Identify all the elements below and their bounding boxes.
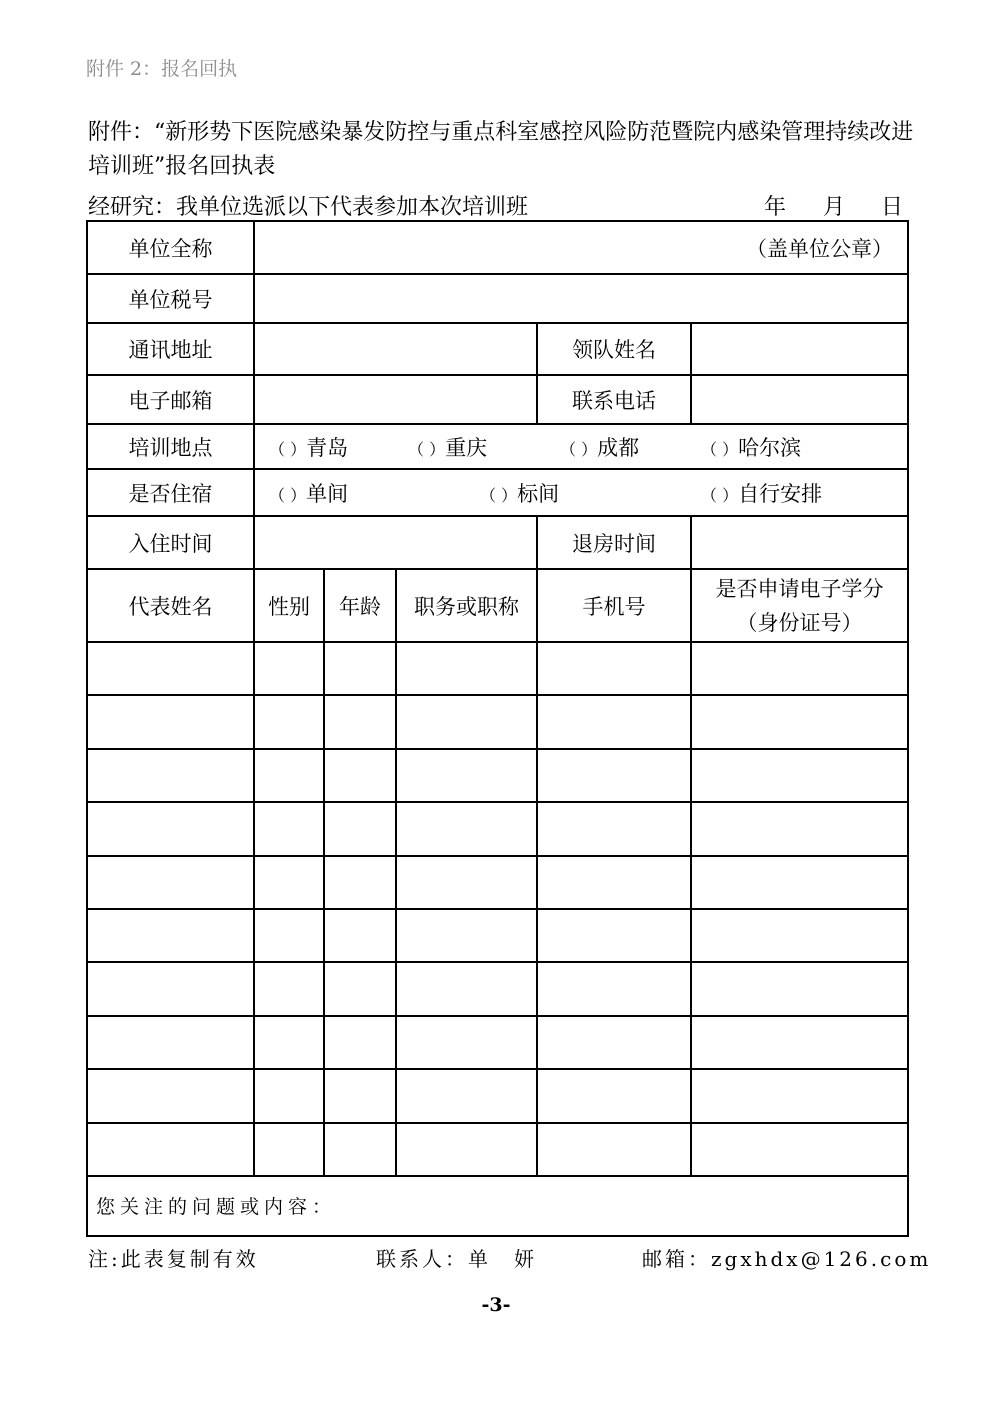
rep-credit-cell[interactable]	[691, 909, 908, 962]
rep-age-cell[interactable]	[324, 1069, 396, 1122]
rep-gender-cell[interactable]	[254, 802, 324, 855]
accommodation-options	[254, 469, 908, 516]
date-year-label: 年	[764, 195, 787, 220]
table-row	[87, 856, 908, 909]
table-row	[87, 642, 908, 695]
rep-credit-cell[interactable]	[691, 1069, 908, 1122]
col-header-gender: 性别	[254, 569, 324, 642]
phone-field[interactable]	[691, 375, 908, 424]
leader-name-label: 领队姓名	[537, 323, 691, 375]
table-row	[87, 802, 908, 855]
attachment-label: 附件 2：报名回执	[86, 58, 238, 80]
checkbox-bracket: （ ）	[480, 485, 518, 505]
training-location-label: 培训地点	[87, 424, 254, 469]
accommodation-option-label: 标间	[517, 481, 560, 506]
rep-name-cell[interactable]	[87, 642, 254, 695]
checkout-time-field[interactable]	[691, 516, 908, 569]
rep-credit-cell[interactable]	[691, 642, 908, 695]
rep-age-cell[interactable]	[324, 1016, 396, 1069]
table-row	[87, 1016, 908, 1069]
page-number: -3-	[481, 1294, 511, 1316]
rep-gender-cell[interactable]	[254, 909, 324, 962]
rep-gender-cell[interactable]	[254, 749, 324, 802]
rep-mobile-cell[interactable]	[537, 749, 691, 802]
rep-name-cell[interactable]	[87, 695, 254, 748]
rep-gender-cell[interactable]	[254, 962, 324, 1015]
rep-name-cell[interactable]	[87, 749, 254, 802]
rep-mobile-cell[interactable]	[537, 1069, 691, 1122]
location-option-harbin[interactable]	[701, 432, 801, 462]
rep-age-cell[interactable]	[324, 802, 396, 855]
rep-age-cell[interactable]	[324, 749, 396, 802]
date-month-label: 月	[823, 195, 846, 220]
rep-gender-cell[interactable]	[254, 1123, 324, 1176]
rep-name-cell[interactable]	[87, 1069, 254, 1122]
accommodation-option-label: 自行安排	[738, 481, 823, 506]
accommodation-label: 是否住宿	[87, 469, 254, 516]
rep-title-cell[interactable]	[396, 1069, 537, 1122]
representative-rows	[87, 642, 908, 1176]
col-header-credit	[691, 569, 908, 642]
location-option-label: 青岛	[306, 435, 349, 460]
accommodation-option-self[interactable]	[701, 478, 822, 508]
rep-title-cell[interactable]	[396, 962, 537, 1015]
checkbox-bracket: （ ）	[269, 485, 307, 505]
unit-full-name-label: 单位全称	[87, 221, 254, 274]
leader-name-field[interactable]	[691, 323, 908, 375]
rep-age-cell[interactable]	[324, 909, 396, 962]
footer-mail: 邮箱：zgxhdx@126.com	[642, 1247, 932, 1271]
rep-credit-cell[interactable]	[691, 856, 908, 909]
phone-label: 联系电话	[537, 375, 691, 424]
rep-mobile-cell[interactable]	[537, 1123, 691, 1176]
rep-age-cell[interactable]	[324, 1123, 396, 1176]
rep-mobile-cell[interactable]	[537, 909, 691, 962]
col-header-age: 年龄	[324, 569, 396, 642]
rep-name-cell[interactable]	[87, 1123, 254, 1176]
table-row	[87, 962, 908, 1015]
rep-mobile-cell[interactable]	[537, 802, 691, 855]
rep-gender-cell[interactable]	[254, 695, 324, 748]
location-option-label: 成都	[597, 435, 640, 460]
table-row	[87, 1123, 908, 1176]
email-label: 电子邮箱	[87, 375, 254, 424]
rep-mobile-cell[interactable]	[537, 695, 691, 748]
concerns-label: 您关注的问题或内容：	[96, 1196, 337, 1219]
rep-name-cell[interactable]	[87, 802, 254, 855]
col-header-mobile: 手机号	[537, 569, 691, 642]
rep-age-cell[interactable]	[324, 856, 396, 909]
rep-name-cell[interactable]	[87, 856, 254, 909]
location-option-chongqing[interactable]	[408, 432, 487, 462]
accommodation-option-standard[interactable]	[480, 478, 559, 508]
table-row	[87, 695, 908, 748]
checkbox-bracket: （ ）	[701, 485, 739, 505]
rep-credit-cell[interactable]	[691, 962, 908, 1015]
rep-name-cell[interactable]	[87, 1016, 254, 1069]
location-option-label: 哈尔滨	[738, 435, 802, 460]
table-row	[87, 749, 908, 802]
table-row	[87, 909, 908, 962]
concerns-field[interactable]	[87, 1176, 908, 1236]
rep-age-cell[interactable]	[324, 695, 396, 748]
checkin-time-field[interactable]	[254, 516, 537, 569]
location-option-chengdu[interactable]	[560, 432, 639, 462]
rep-credit-cell[interactable]	[691, 695, 908, 748]
registration-table	[86, 220, 909, 1237]
credit-header-line1: 是否申请电子学分	[715, 576, 884, 601]
form-title: 附件：“新形势下医院感染暴发防控与重点科室感控风险防范暨院内感染管理持续改进培训班”报名回执表	[88, 120, 914, 179]
checkout-time-label: 退房时间	[537, 516, 691, 569]
checkin-time-label: 入住时间	[87, 516, 254, 569]
seal-note: （盖单位公章）	[746, 236, 894, 261]
col-header-name: 代表姓名	[87, 569, 254, 642]
rep-credit-cell[interactable]	[691, 749, 908, 802]
unit-full-name-field[interactable]	[254, 221, 908, 274]
rep-name-cell[interactable]	[87, 962, 254, 1015]
rep-gender-cell[interactable]	[254, 1069, 324, 1122]
rep-mobile-cell[interactable]	[537, 856, 691, 909]
footer-note: 注:此表复制有效	[88, 1247, 259, 1271]
rep-title-cell[interactable]	[396, 695, 537, 748]
rep-title-cell[interactable]	[396, 909, 537, 962]
rep-age-cell[interactable]	[324, 642, 396, 695]
tax-id-label: 单位税号	[87, 274, 254, 323]
accommodation-option-single[interactable]	[269, 478, 348, 508]
intro-text: 经研究：我单位选派以下代表参加本次培训班	[88, 195, 529, 220]
rep-gender-cell[interactable]	[254, 1016, 324, 1069]
rep-title-cell[interactable]	[396, 749, 537, 802]
tax-id-field[interactable]	[254, 274, 908, 323]
rep-name-cell[interactable]	[87, 909, 254, 962]
rep-credit-cell[interactable]	[691, 802, 908, 855]
address-field[interactable]	[254, 323, 537, 375]
rep-title-cell[interactable]	[396, 1016, 537, 1069]
rep-title-cell[interactable]	[396, 1123, 537, 1176]
training-location-options	[254, 424, 908, 469]
rep-gender-cell[interactable]	[254, 642, 324, 695]
rep-mobile-cell[interactable]	[537, 1016, 691, 1069]
address-label: 通讯地址	[87, 323, 254, 375]
table-row	[87, 1069, 908, 1122]
checkbox-bracket: （ ）	[701, 439, 739, 459]
date-day-label: 日	[881, 195, 904, 220]
rep-credit-cell[interactable]	[691, 1016, 908, 1069]
location-option-qingdao[interactable]	[269, 432, 348, 462]
rep-credit-cell[interactable]	[691, 1123, 908, 1176]
location-option-label: 重庆	[445, 435, 488, 460]
accommodation-option-label: 单间	[306, 481, 349, 506]
rep-gender-cell[interactable]	[254, 856, 324, 909]
email-field[interactable]	[254, 375, 537, 424]
rep-mobile-cell[interactable]	[537, 962, 691, 1015]
checkbox-bracket: （ ）	[408, 439, 446, 459]
rep-title-cell[interactable]	[396, 642, 537, 695]
checkbox-bracket: （ ）	[269, 439, 307, 459]
rep-mobile-cell[interactable]	[537, 642, 691, 695]
footer-contact: 联系人：单 妍	[376, 1247, 537, 1271]
checkbox-bracket: （ ）	[560, 439, 598, 459]
rep-title-cell[interactable]	[396, 856, 537, 909]
rep-title-cell[interactable]	[396, 802, 537, 855]
rep-age-cell[interactable]	[324, 962, 396, 1015]
credit-header-line2: （身份证号）	[736, 610, 863, 635]
col-header-title: 职务或职称	[396, 569, 537, 642]
